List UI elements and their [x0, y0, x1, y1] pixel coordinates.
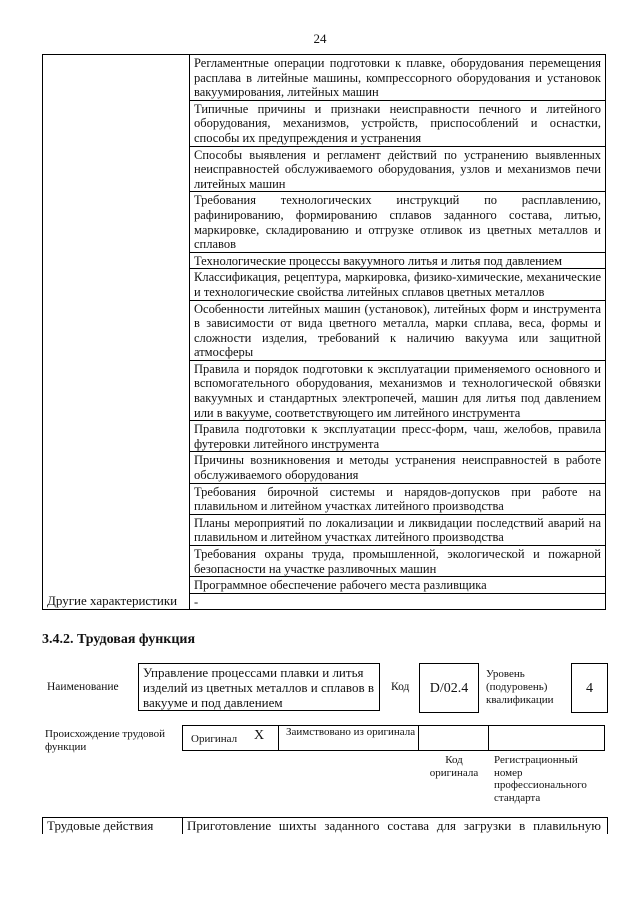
borrowed-label: Заимствовано из оригинала: [286, 726, 416, 738]
origin-label: Происхождение трудовой функции: [45, 728, 166, 753]
requirements-left-cell: [43, 146, 190, 192]
other-characteristics-row: [43, 593, 606, 610]
other-characteristics-label: Другие характеристики: [43, 593, 190, 610]
requirements-left-cell: [43, 55, 190, 101]
section-heading: 3.4.2. Трудовая функция: [42, 632, 196, 647]
requirements-row: [43, 577, 606, 594]
requirement-text: Типичные причины и признаки неисправности печного и литейного оборудования, механизмов, устройств, приспособлений и оснастки, способы их предупреждения и устранения: [190, 100, 606, 146]
requirements-left-cell: [43, 546, 190, 577]
requirement-text: Классификация, рецептура, маркировка, физико-химические, механические и технологические свойства литейных сплавов цветных металлов: [190, 269, 606, 300]
requirements-row: [43, 146, 606, 192]
requirements-left-cell: [43, 421, 190, 452]
requirements-row: [43, 192, 606, 252]
requirements-left-cell: [43, 514, 190, 545]
requirements-row: [43, 55, 606, 101]
requirements-left-cell: [43, 100, 190, 146]
requirements-row: [43, 483, 606, 514]
requirements-left-cell: [43, 300, 190, 360]
original-label: Оригинал: [191, 733, 238, 745]
code-box: [419, 663, 479, 713]
requirements-left-cell: [43, 192, 190, 252]
labor-actions-first: Приготовление шихты заданного состава для загрузки в плавильную: [187, 818, 601, 833]
requirements-row: [43, 546, 606, 577]
requirements-row: [43, 360, 606, 420]
origin-table: [182, 725, 605, 751]
requirements-row: [43, 452, 606, 483]
registration-caption: Регистрационный номер профессионального стандарта: [494, 754, 587, 804]
requirements-row: [43, 421, 606, 452]
requirement-text: Причины возникновения и методы устранения неисправностей в работе обслуживаемого оборудования: [190, 452, 606, 483]
level-value: 4: [586, 680, 593, 696]
other-characteristics-value: -: [190, 593, 606, 610]
code-value: D/02.4: [429, 680, 469, 696]
requirements-row: [43, 100, 606, 146]
requirements-left-cell: [43, 577, 190, 594]
requirement-text: Особенности литейных машин (установок), литейных форм и инструмента в зависимости от вида цветного металла, марки сплава, веса, формы и сложности изделия, требований к наличию вакуума или защитной атмосферы: [190, 300, 606, 360]
requirement-text: Технологические процессы вакуумного литья и литья под давлением: [190, 252, 606, 269]
requirement-text: Способы выявления и регламент действий по устранению выявленных неисправностей обслуживаемого оборудования, узлов и механизмов печи литейных машин: [190, 146, 606, 192]
requirements-table: [42, 54, 606, 610]
requirements-row: [43, 269, 606, 300]
requirement-text: Программное обеспечение рабочего места разливщика: [190, 577, 606, 594]
requirement-text: Планы мероприятий по локализации и ликвидации последствий аварий на плавильном и литейном участках литейного производства: [190, 514, 606, 545]
requirements-row: [43, 514, 606, 545]
function-name-box: [138, 663, 380, 711]
requirement-text: Требования технологических инструкций по расплавлению, рафинированию, формированию сплавов заданного состава, литью, маркировке, складированию и отгрузке отливок из цветных металлов и сплавов: [190, 192, 606, 252]
level-box: [571, 663, 608, 713]
requirements-left-cell: [43, 252, 190, 269]
function-name-value: Управление процессами плавки и литья изделий из цветных металлов и сплавов в вакууме и под давлением: [143, 665, 374, 710]
code-label: Код: [391, 681, 410, 693]
requirements-left-cell: [43, 452, 190, 483]
requirements-left-cell: [43, 269, 190, 300]
labor-actions-label: Трудовые действия: [47, 818, 154, 833]
page-number: 24: [313, 31, 327, 46]
requirement-text: Правила и порядок подготовки к эксплуатации применяемого основного и вспомогательного оборудования, механизмов и технологической обвязки вакуумных и стандартных электропечей, машин для литья под давлением или в вакууме, соответствующего им литейного инструмента: [190, 360, 606, 420]
requirement-text: Требования охраны труда, промышленной, экологической и пожарной безопасности на участке разливочных машин: [190, 546, 606, 577]
name-label: Наименование: [47, 681, 119, 693]
level-label: Уровень (подуровень) квалификации: [486, 668, 554, 706]
requirements-row: [43, 300, 606, 360]
requirements-left-cell: [43, 483, 190, 514]
requirements-row: [43, 252, 606, 269]
requirement-text: Регламентные операции подготовки к плавке, оборудования перемещения расплава в литейные машины, компрессорного оборудования и установок вакуумирования, литейных машин: [190, 55, 606, 101]
requirement-text: Правила подготовки к эксплуатации пресс-форм, чаш, желобов, правила футеровки литейного инструмента: [190, 421, 606, 452]
requirements-left-cell: [43, 360, 190, 420]
requirement-text: Требования бирочной системы и нарядов-допусков при работе на плавильном и литейном участках литейного производства: [190, 483, 606, 514]
labor-actions-row: [42, 817, 608, 834]
original-mark: X: [254, 728, 265, 743]
code-original-caption: Код оригинала: [429, 754, 479, 779]
